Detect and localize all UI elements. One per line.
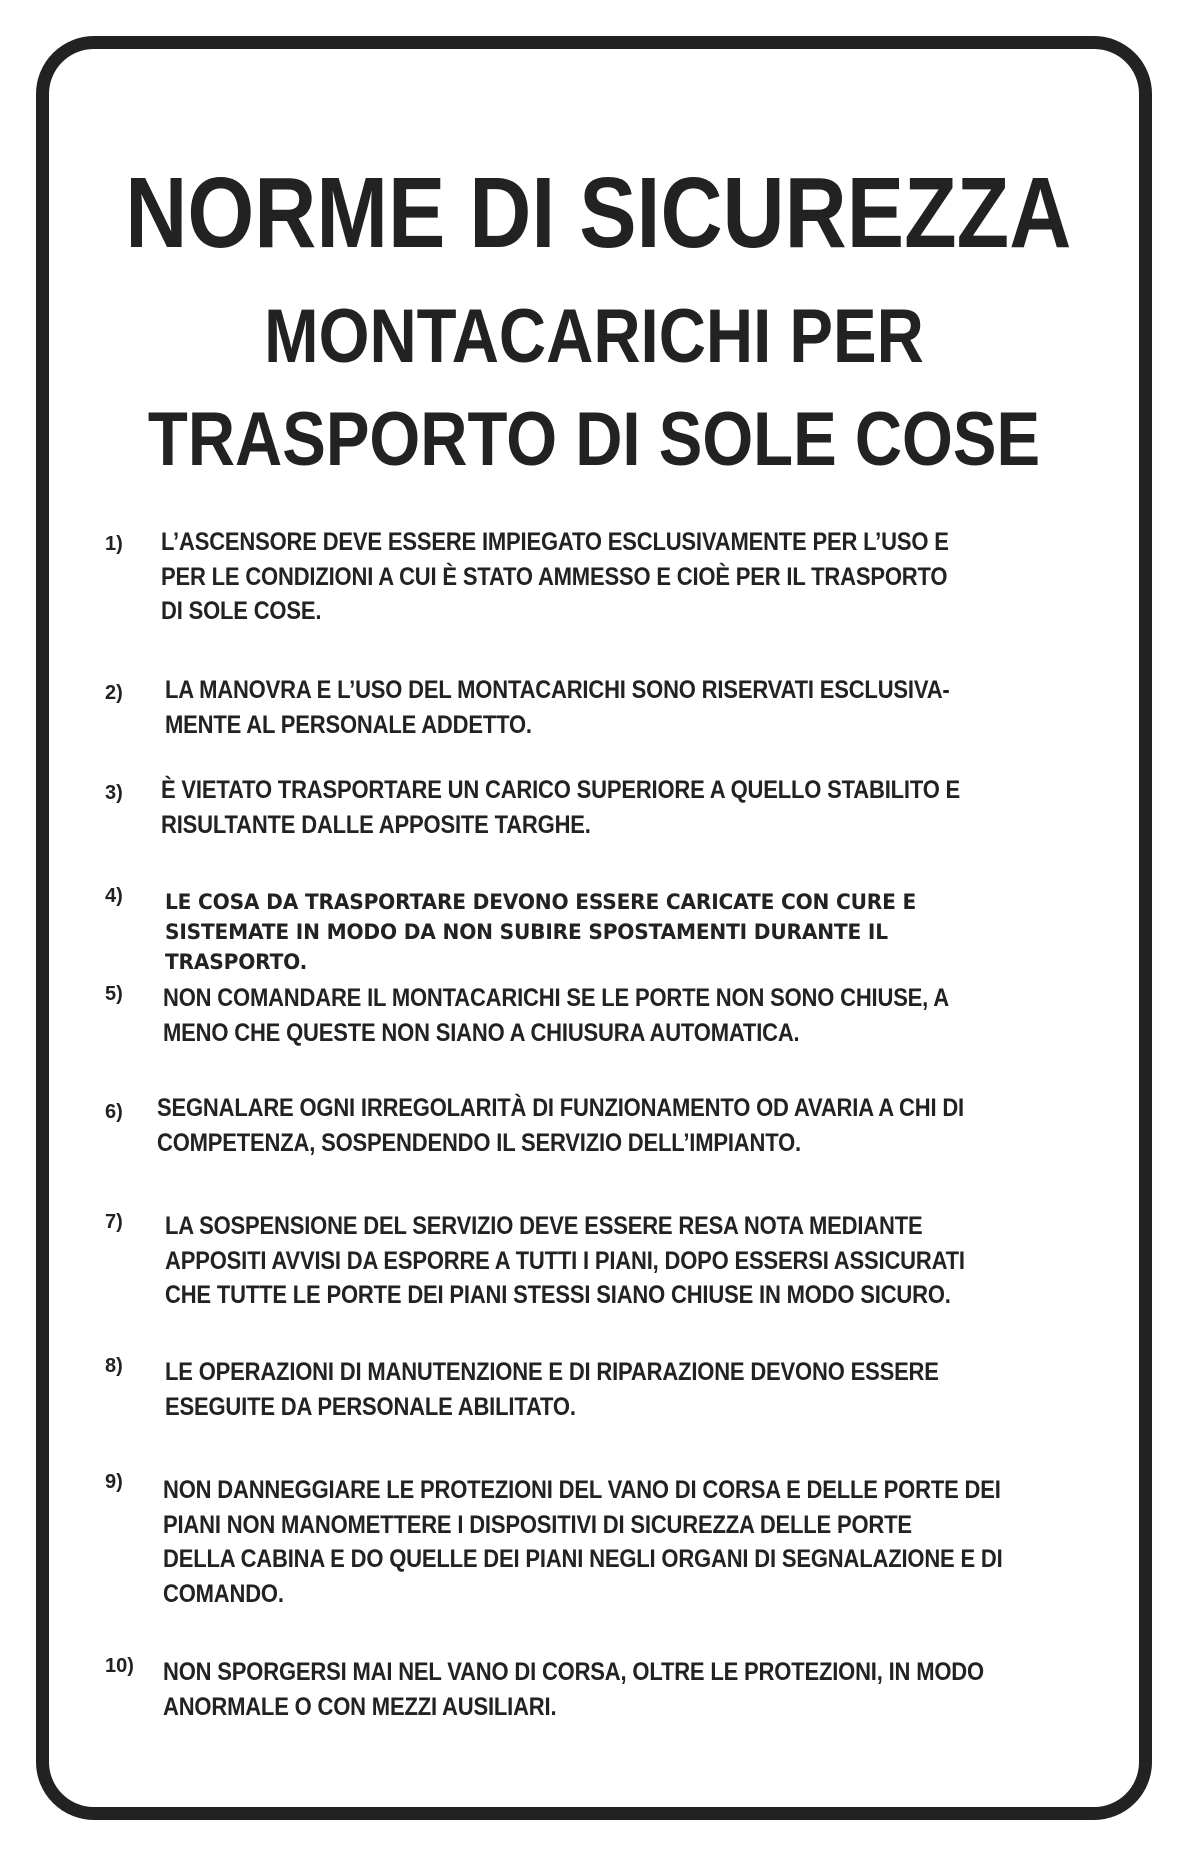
rule-text: L’ASCENSORE DEVE ESSERE IMPIEGATO ESCLUSIVAMENTE PER L’USO E PER LE CONDIZIONI A CUI È STATO AMMESSO E CIOÈ PER IL TRASPORTO DI SOLE COSE. [161, 528, 949, 625]
rule-number: 9) [105, 1471, 123, 1493]
rule-number: 7) [105, 1211, 123, 1233]
rule-number: 3) [105, 782, 123, 804]
sign-subtitle-line1: MONTACARICHI PER [264, 294, 924, 379]
rule-text: LA SOSPENSIONE DEL SERVIZIO DEVE ESSERE RESA NOTA MEDIANTE APPOSITI AVVISI DA ESPORRE A TUTTI I PIANI, DOPO ESSERSI ASSICURATI CHE TUTTE LE PORTE DEI PIANI STESSI SIANO CHIUSE IN MODO SICURO. [165, 1212, 965, 1309]
rule-text: LA MANOVRA E L’USO DEL MONTACARICHI SONO RISERVATI ESCLUSIVA- MENTE AL PERSONALE ADDETTO. [165, 676, 950, 739]
rule-text: È VIETATO TRASPORTARE UN CARICO SUPERIORE A QUELLO STABILITO E RISULTANTE DALLE APPOSITE TARGHE. [161, 776, 961, 839]
rule-number: 4) [105, 885, 123, 907]
safety-sign [36, 36, 1152, 1820]
rule-number: 2) [105, 682, 123, 704]
rule-text: NON SPORGERSI MAI NEL VANO DI CORSA, OLTRE LE PROTEZIONI, IN MODO ANORMALE O CON MEZZI AUSILIARI. [163, 1658, 984, 1721]
sign-title: NORME DI SICUREZZA [125, 157, 1072, 269]
sign-subtitle-line2: TRASPORTO DI SOLE COSE [147, 397, 1041, 482]
rule-text: LE COSA DA TRASPORTARE DEVONO ESSERE CARICATE CON CURE E SISTEMATE IN MODO DA NON SUBIRE SPOSTAMENTI DURANTE IL TRASPORTO. [165, 890, 917, 974]
rule-number: 6) [105, 1101, 123, 1123]
rule-number: 1) [105, 533, 123, 555]
rule-text: SEGNALARE OGNI IRREGOLARITÀ DI FUNZIONAMENTO OD AVARIA A CHI DI COMPETENZA, SOSPENDENDO IL SERVIZIO DELL’IMPIANTO. [157, 1094, 964, 1157]
rule-text: NON COMANDARE IL MONTACARICHI SE LE PORTE NON SONO CHIUSE, A MENO CHE QUESTE NON SIANO A CHIUSURA AUTOMATICA. [163, 984, 949, 1047]
rule-number: 5) [105, 983, 123, 1005]
rule-number: 8) [105, 1355, 123, 1377]
rule-text: NON DANNEGGIARE LE PROTEZIONI DEL VANO DI CORSA E DELLE PORTE DEI PIANI NON MANOMETTERE I DISPOSITIVI DI SICUREZZA DELLE PORTE DELLA CABINA E DO QUELLE DEI PIANI NEGLI ORGANI DI SEGNALAZIONE E DI COMANDO. [163, 1476, 1003, 1608]
rule-text: LE OPERAZIONI DI MANUTENZIONE E DI RIPARAZIONE DEVONO ESSERE ESEGUITE DA PERSONALE ABILITATO. [165, 1358, 939, 1421]
rule-number: 10) [105, 1655, 134, 1677]
